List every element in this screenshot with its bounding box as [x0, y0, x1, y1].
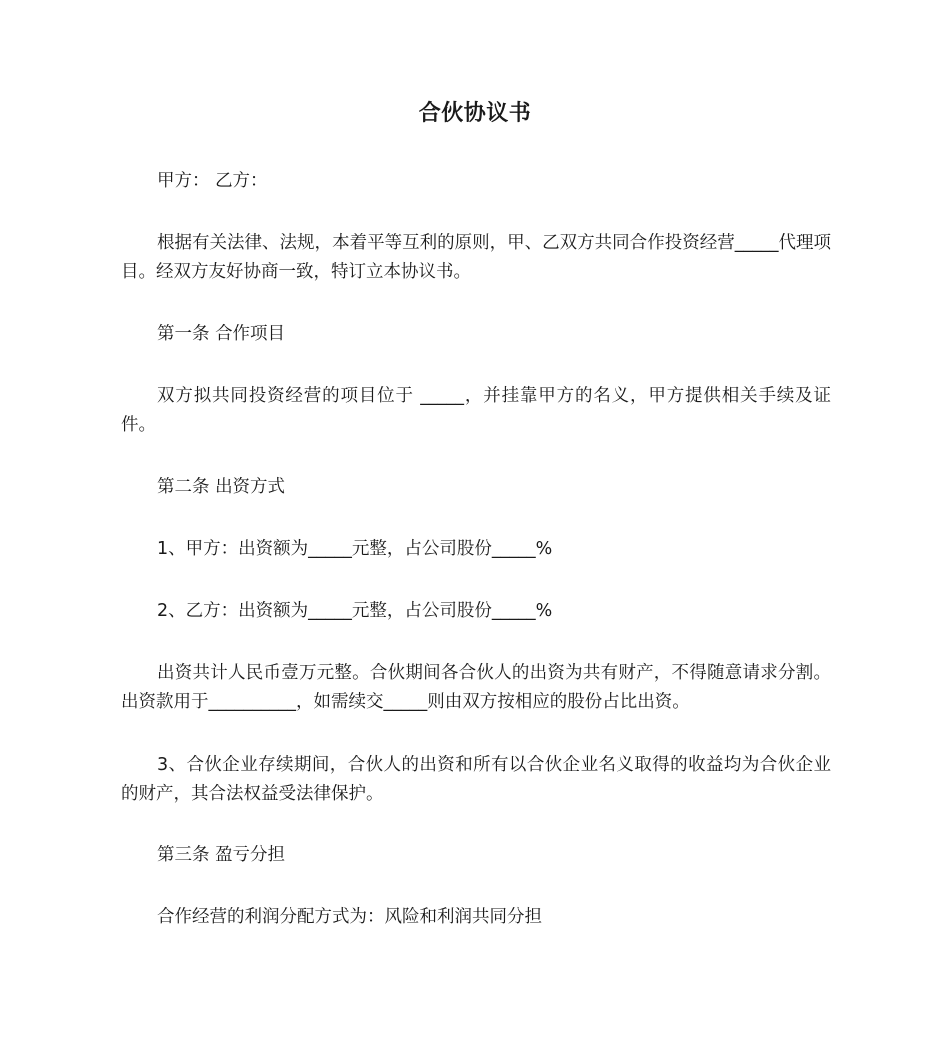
article-2-heading: 第二条 出资方式 — [157, 477, 286, 497]
article-2-total: 出资共计人民币壹万元整。合伙期间各合伙人的出资为共有财产，不得随意请求分割。出资款用于__________，如需续交_____则由双方按相应的股份占比出资。 — [121, 663, 831, 712]
article-2-item-1: 1、甲方：出资额为_____元整，占公司股份_____% — [157, 539, 553, 559]
intro-paragraph: 根据有关法律、法规，本着平等互利的原则，甲、乙双方共同合作投资经营_____代理项目。经双方友好协商一致，特订立本协议书。 — [121, 233, 831, 282]
article-2-item-3: 3、合伙企业存续期间，合伙人的出资和所有以合伙企业名义取得的收益均为合伙企业的财产，其合法权益受法律保护。 — [121, 755, 831, 804]
article-3-text: 合作经营的利润分配方式为：风险和利润共同分担 — [157, 907, 542, 927]
article-2-item-2: 2、乙方：出资额为_____元整，占公司股份_____% — [157, 601, 553, 621]
document-title: 合伙协议书 — [418, 101, 532, 126]
article-1-heading: 第一条 合作项目 — [157, 324, 286, 344]
article-1-text: 双方拟共同投资经营的项目位于 _____，并挂靠甲方的名义，甲方提供相关手续及证件。 — [121, 386, 831, 435]
article-3-heading: 第三条 盈亏分担 — [157, 845, 286, 865]
parties-line: 甲方： 乙方： — [157, 171, 268, 191]
